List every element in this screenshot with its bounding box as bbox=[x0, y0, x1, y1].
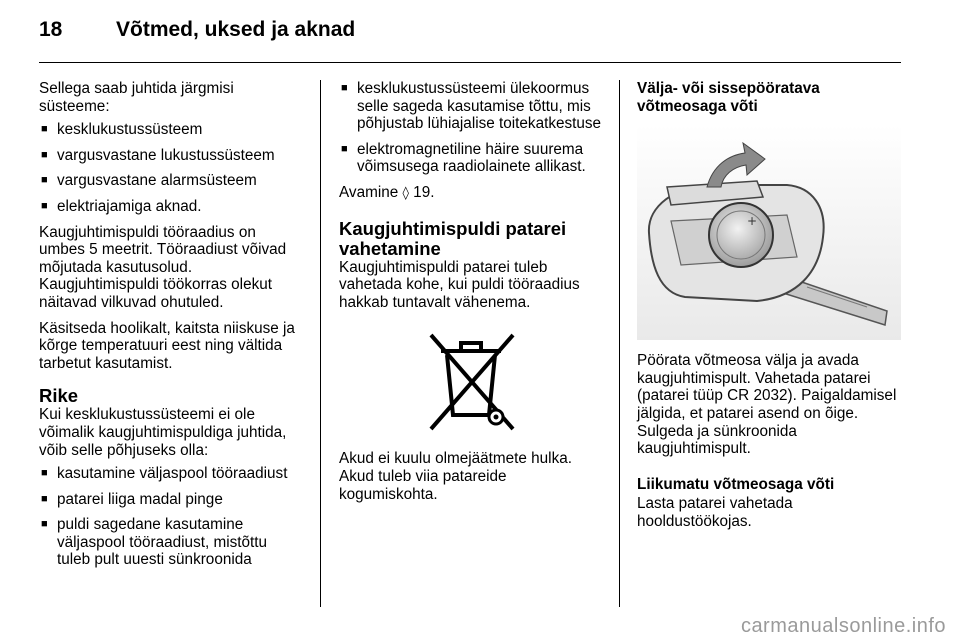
list-item: ■ patarei liiga madal pinge bbox=[39, 491, 303, 509]
list-item: ■ puldi sagedane kasutamine väljaspool tööraadiust, mistõttu tuleb pult uuesti sünkroonida bbox=[39, 516, 303, 569]
causes-list-continued bbox=[339, 80, 603, 176]
watermark: carmanualsonline.info bbox=[740, 615, 946, 637]
led-text: Kaugjuhtimispuldi töökorras olekut näitavad vilkuvad ohutuled. bbox=[39, 276, 272, 311]
column-divider bbox=[320, 80, 321, 607]
fixed-key-heading: Liikumatu võtmeosaga võti bbox=[637, 475, 835, 493]
list-item: ■ vargusvastane lukustussüsteem bbox=[39, 147, 303, 165]
care-text: Käsitseda hoolikalt, kaitsta niiskuse ja kõrge temperatuuri eest ning vältida tarbetut kasutamist. bbox=[39, 319, 295, 372]
fault-heading: Rike bbox=[39, 385, 79, 407]
systems-list bbox=[39, 121, 303, 215]
key-battery-illustration bbox=[637, 125, 901, 340]
svg-text:+: + bbox=[747, 214, 758, 229]
list-item: ■ kesklukustussüsteemi ülekoormus selle sageda kasutamise tõttu, mis põhjustab lühiajalise toitekatkestuse bbox=[339, 80, 603, 133]
page-title: Võtmed, uksed ja aknad bbox=[116, 18, 356, 41]
folding-key-heading: Välja- või sissepööratava võtmeosaga võti bbox=[637, 80, 820, 115]
fault-text: Kui kesklukustussüsteemi ei ole võimalik kaugjuhtimispuldiga juhtida, võib selle põhjuseks olla: bbox=[39, 406, 287, 459]
crossed-out-bin-icon bbox=[421, 329, 521, 434]
unlock-ref-label: Avamine bbox=[339, 183, 399, 201]
list-item: ■ kesklukustussüsteem bbox=[39, 121, 303, 139]
header-rule bbox=[39, 62, 901, 63]
causes-list bbox=[39, 465, 303, 569]
column-divider bbox=[619, 80, 620, 607]
intro-text: Sellega saab juhtida järgmisi süsteeme: bbox=[39, 80, 234, 115]
unlock-reference bbox=[339, 184, 603, 203]
folding-key-text: Pöörata võtmeosa välja ja avada kaugjuhtimispult. Vahetada patarei (patarei tüüp CR 2032). Paigaldamisel jälgida, et patarei asend on õige. Sulgeda ja sünkroonida kaugjuhtimispult. bbox=[637, 352, 897, 458]
page-number: 18 bbox=[39, 18, 63, 41]
fixed-key-text: Lasta patarei vahetada hooldustöökojas. bbox=[637, 495, 793, 530]
list-item: ■ elektriajamiga aknad. bbox=[39, 198, 303, 216]
column-1 bbox=[39, 80, 303, 577]
list-item: ■ elektromagnetiline häire suurema võimsusega raadiolainete allikast. bbox=[339, 141, 603, 176]
list-item: ■ vargusvastane alarmsüsteem bbox=[39, 172, 303, 190]
disposal-text: Akud ei kuulu olmejäätmete hulka. Akud tuleb viia patareide kogumiskohta. bbox=[339, 450, 572, 503]
battery-text: Kaugjuhtimispuldi patarei tuleb vahetada kohe, kui puldi tööraadius hakkab tuntavalt vähenema. bbox=[339, 258, 580, 311]
column-3 bbox=[637, 80, 901, 539]
page-ref-icon: ◊ bbox=[402, 185, 409, 201]
range-text: Kaugjuhtimispuldi tööraadius on umbes 5 meetrit. Tööraadiust võivad mõjutada kasutusolud. bbox=[39, 223, 287, 276]
column-2 bbox=[339, 80, 603, 511]
unlock-ref-page: 19. bbox=[408, 183, 435, 201]
list-item: ■ kasutamine väljaspool tööraadiust bbox=[39, 465, 303, 483]
battery-heading: Kaugjuhtimispuldi patarei vahetamine bbox=[339, 217, 567, 259]
